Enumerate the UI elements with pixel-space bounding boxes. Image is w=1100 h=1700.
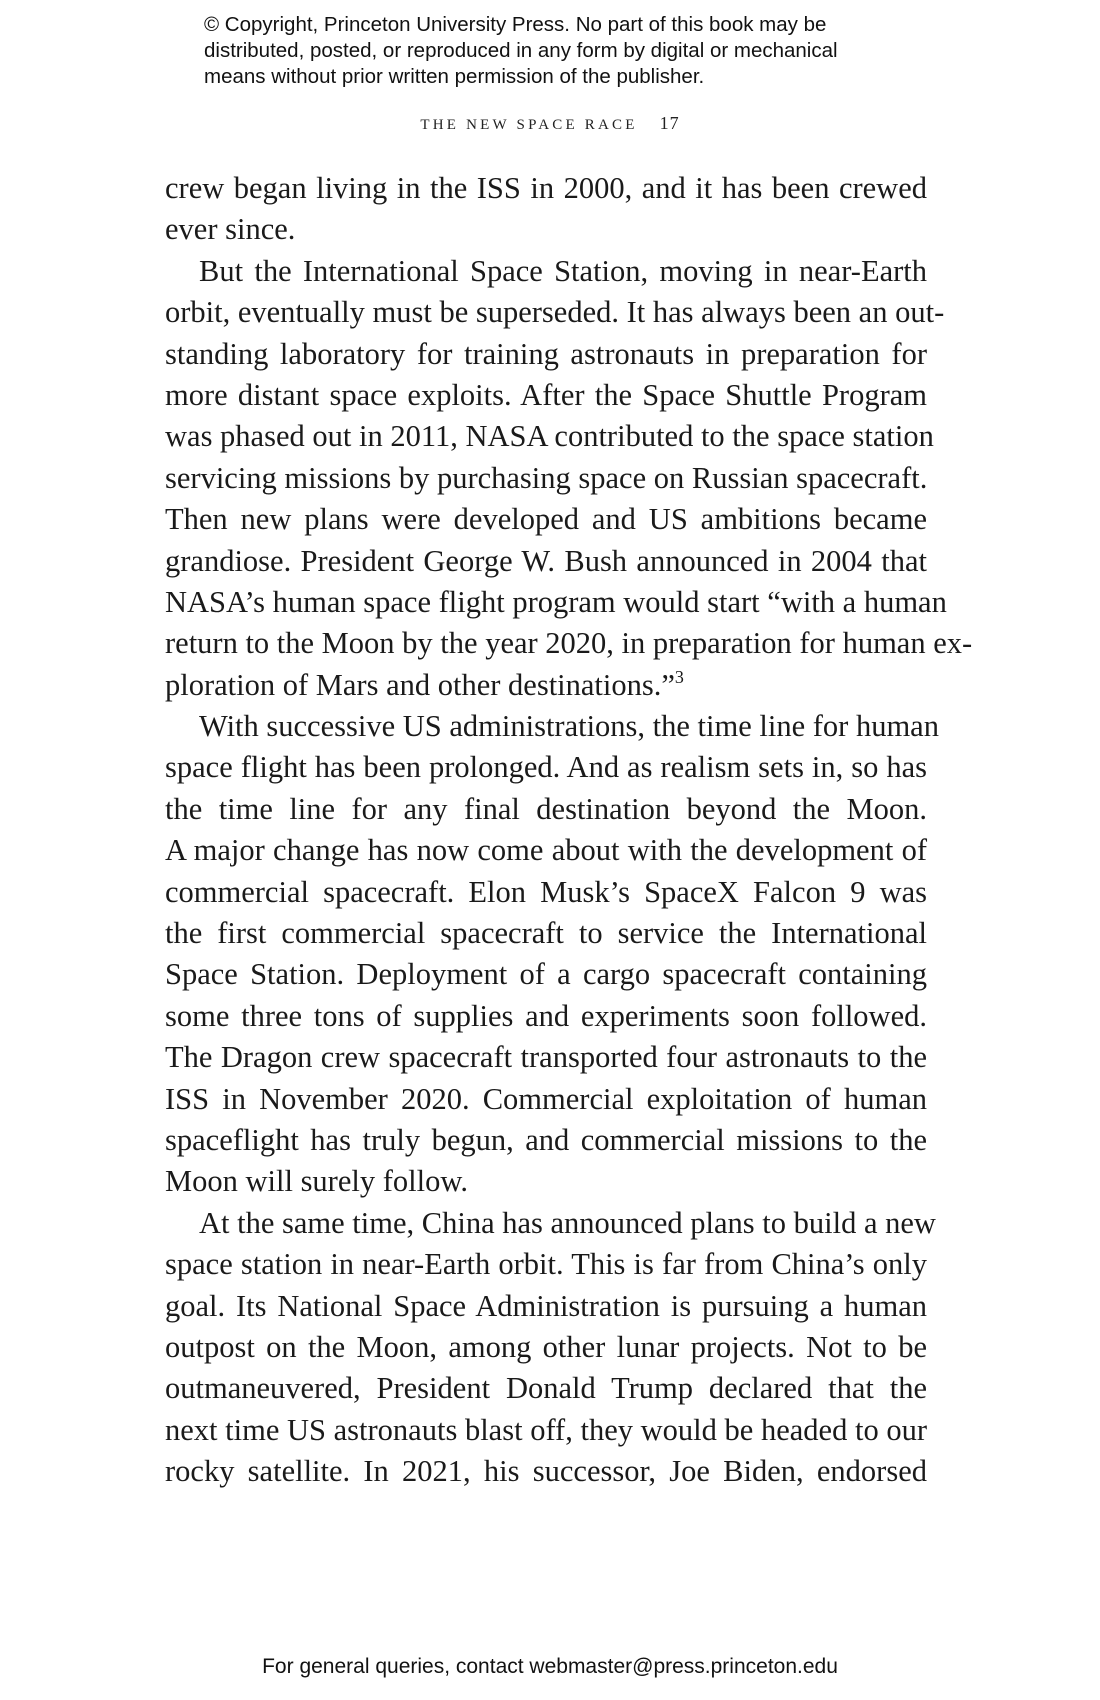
text-line: the time line for any final destination beyond the Moon.: [165, 791, 927, 826]
copyright-line: means without prior written permission of the publisher.: [204, 65, 705, 88]
text-line: A major change has now come about with the development of: [165, 833, 927, 868]
text-line: ISS in November 2020. Commercial exploitation of human: [165, 1081, 927, 1116]
copyright-line: distributed, posted, or reproduced in any form by digital or mechanical: [204, 39, 838, 62]
text-line: commercial spacecraft. Elon Musk’s SpaceX Falcon 9 was: [165, 874, 927, 909]
text-line: ever since.: [165, 212, 296, 247]
paragraph: [165, 706, 939, 1203]
footer-contact: For general queries, contact webmaster@press.princeton.edu: [262, 1655, 838, 1678]
paragraph: [165, 1203, 936, 1493]
body-text: [165, 168, 973, 1493]
text-line: crew began living in the ISS in 2000, and it has been crewed: [165, 171, 927, 205]
text-line: standing laboratory for training astronauts in preparation for: [165, 336, 927, 371]
running-head: [0, 113, 1100, 134]
text-line: Space Station. Deployment of a cargo spacecraft containing: [165, 957, 927, 992]
page-number: 17: [659, 113, 680, 133]
text-line: orbit, eventually must be superseded. It has always been an out-: [165, 295, 945, 330]
text-line: rocky satellite. In 2021, his successor, Joe Biden, endorsed: [165, 1454, 927, 1489]
text-line: outmaneuvered, President Donald Trump declared that the: [165, 1371, 927, 1406]
text-line: NASA’s human space flight program would start “with a human: [165, 584, 947, 619]
text-line: space flight has been prolonged. And as realism sets in, so has: [165, 750, 927, 785]
text-line: servicing missions by purchasing space on Russian spacecraft.: [165, 460, 928, 495]
text-line: the first commercial spacecraft to service the International: [165, 916, 927, 951]
running-head-title: THE NEW SPACE RACE: [420, 117, 638, 133]
text-line: more distant space exploits. After the Space Shuttle Program: [165, 377, 927, 412]
text-line: ploration of Mars and other destinations.”$^3$: [165, 666, 684, 702]
copyright-notice: [204, 12, 924, 90]
text-line: The Dragon crew spacecraft transported four astronauts to the: [165, 1040, 927, 1075]
paragraph: [165, 251, 973, 706]
text-line: space station in near-Earth orbit. This is far from China’s only: [165, 1247, 927, 1282]
text-line: goal. Its National Space Administration is pursuing a human: [165, 1288, 927, 1323]
text-line: At the same time, China has announced plans to build a new: [199, 1205, 936, 1240]
text-line: return to the Moon by the year 2020, in preparation for human ex-: [165, 626, 973, 661]
text-line: But the International Space Station, moving in near-Earth: [199, 253, 927, 288]
copyright-line: © Copyright, Princeton University Press. No part of this book may be: [204, 13, 827, 36]
text-line: grandiose. President George W. Bush announced in 2004 that: [165, 543, 927, 578]
text-line: Moon will surely follow.: [165, 1164, 469, 1199]
text-line: spaceflight has truly begun, and commercial missions to the: [165, 1122, 927, 1157]
text-line: was phased out in 2011, NASA contributed to the space station: [165, 419, 934, 454]
text-line: outpost on the Moon, among other lunar projects. Not to be: [165, 1329, 927, 1364]
text-line: With successive US administrations, the time line for human: [199, 709, 939, 744]
text-line: Then new plans were developed and US ambitions became: [165, 502, 927, 537]
footnote-marker[interactable]: 3: [674, 666, 684, 687]
paragraph: [165, 168, 927, 251]
text-line: next time US astronauts blast off, they would be headed to our: [165, 1412, 927, 1447]
text-line: some three tons of supplies and experiments soon followed.: [165, 998, 927, 1033]
